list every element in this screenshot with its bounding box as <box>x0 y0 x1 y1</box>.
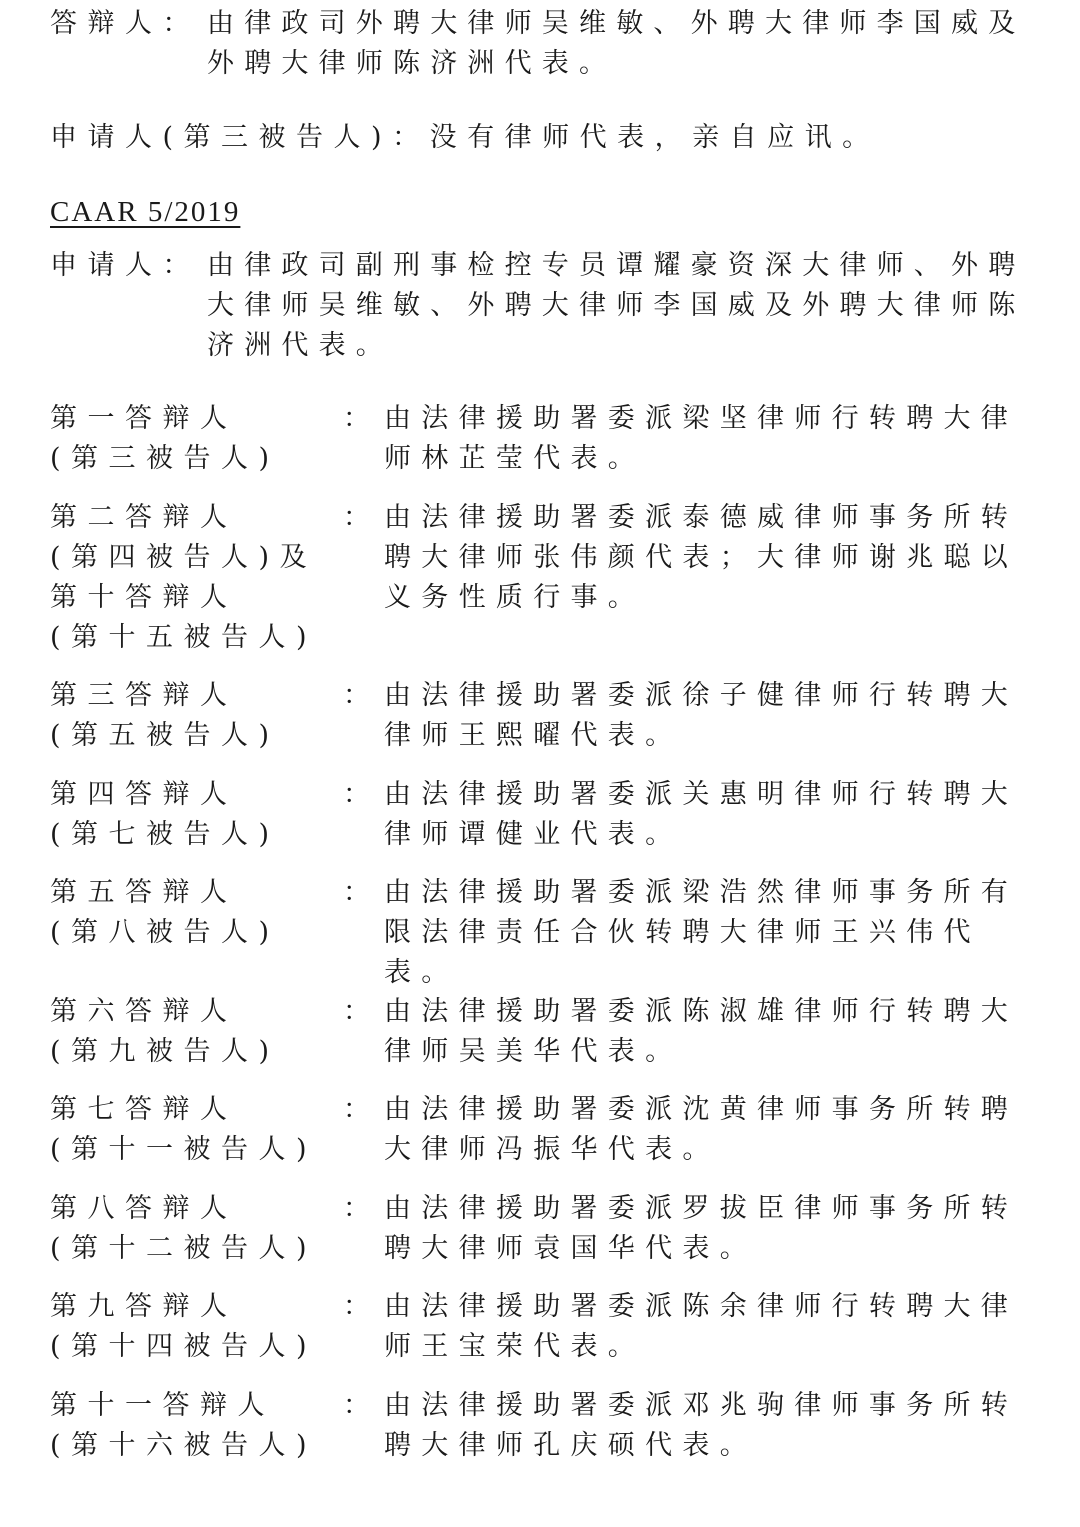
respondent-entry-label: 第九答辩人 (第十四被告人) <box>50 1291 318 1362</box>
applicant-label: 申请人： <box>50 250 200 281</box>
respondent-entry-label: 第八答辩人 (第十二被告人) <box>50 1193 318 1264</box>
respondent-entry-representation: 由法律援助署委派罗拔臣律师事务所转聘大律师袁国华代表。 <box>384 1193 1019 1264</box>
respondent-entry-label: 第一答辩人 (第三被告人) <box>50 403 280 474</box>
separator-colon: ： <box>343 403 370 434</box>
separator-colon: ： <box>343 779 370 810</box>
applicant-third-defendant-label: 申请人(第三被告人)： <box>50 122 430 153</box>
respondent-entry-label: 第二答辩人 (第四被告人)及 第十答辩人 (第十五被告人) <box>50 502 318 653</box>
respondent-entry-label: 第七答辩人 (第十一被告人) <box>50 1094 318 1165</box>
respondent-entry-representation: 由法律援助署委派陈淑雄律师行转聘大律师吴美华代表。 <box>384 996 1019 1067</box>
separator-colon: ： <box>343 1094 370 1125</box>
separator-colon: ： <box>343 1193 370 1224</box>
respondent-label: 答辩人： <box>50 8 200 39</box>
respondent-entry-representation: 由法律援助署委派陈余律师行转聘大律师王宝荣代表。 <box>384 1291 1019 1362</box>
applicant-third-defendant <box>50 118 880 158</box>
case-number-heading: CAAR 5/2019 <box>50 196 241 228</box>
separator-colon: ： <box>343 1390 370 1421</box>
respondent-entry-label: 第四答辩人 (第七被告人) <box>50 779 280 850</box>
respondent-entry-label: 第十一答辩人 (第十六被告人) <box>50 1390 318 1461</box>
applicant-third-defendant-text: 没有律师代表，亲自应讯。 <box>429 122 880 153</box>
respondent-entry-label: 第五答辩人 (第八被告人) <box>50 877 280 948</box>
respondent-representation: 由律政司外聘大律师吴维敏、外聘大律师李国威及外聘大律师陈济洲代表。 <box>207 8 1026 79</box>
respondent-entry-representation: 由法律援助署委派梁坚律师行转聘大律师林芷莹代表。 <box>384 403 1019 474</box>
applicant-representation: 由律政司副刑事检控专员谭耀豪资深大律师、外聘大律师吴维敏、外聘大律师李国威及外聘大律师陈济洲代表。 <box>207 250 1026 361</box>
respondent-entry-representation: 由法律援助署委派关惠明律师行转聘大律师谭健业代表。 <box>384 779 1019 850</box>
respondent-entry-label: 第三答辩人 (第五被告人) <box>50 680 280 751</box>
respondent-entry-representation: 由法律援助署委派徐子健律师行转聘大律师王熙曜代表。 <box>384 680 1019 751</box>
separator-colon: ： <box>343 877 370 908</box>
respondent-entry-representation: 由法律援助署委派邓兆驹律师事务所转聘大律师孔庆硕代表。 <box>384 1390 1019 1461</box>
separator-colon: ： <box>343 680 370 711</box>
respondent-entry-representation: 由法律援助署委派梁浩然律师事务所有限法律责任合伙转聘大律师王兴伟代表。 <box>384 877 1019 988</box>
respondent-entry-representation: 由法律援助署委派泰德威律师事务所转聘大律师张伟颜代表；大律师谢兆聪以义务性质行事。 <box>384 502 1019 613</box>
respondent-entry-representation: 由法律援助署委派沈黄律师事务所转聘大律师冯振华代表。 <box>384 1094 1019 1165</box>
respondent-entry-label: 第六答辩人 (第九被告人) <box>50 996 280 1067</box>
separator-colon: ： <box>343 1291 370 1322</box>
separator-colon: ： <box>343 996 370 1027</box>
separator-colon: ： <box>343 502 370 533</box>
